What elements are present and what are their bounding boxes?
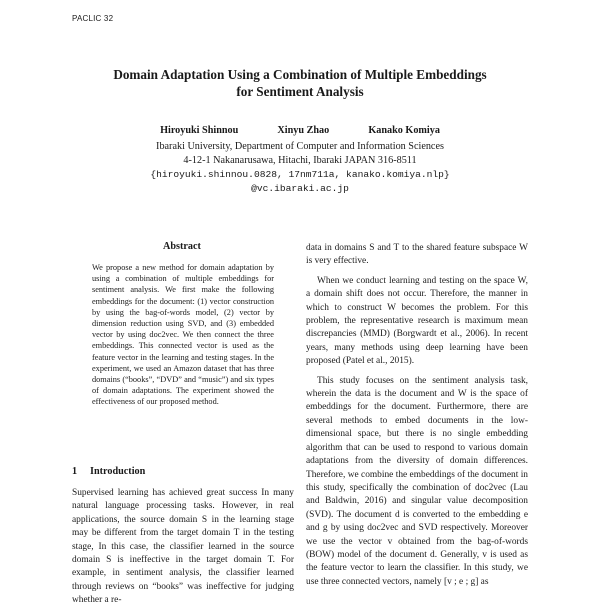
- affiliation-block: [0, 140, 600, 196]
- author-1: Hiroyuki Shinnou: [160, 125, 239, 136]
- abstract-body: [92, 262, 274, 408]
- affiliation-line-1: Ibaraki University, Department of Computer and Information Sciences: [156, 141, 444, 152]
- right-paragraph-0: data in domains S and T to the shared feature subspace W is very effective.: [306, 243, 528, 267]
- intro-paragraph-1: Supervised learning has achieved great success In many natural language processing tasks. However, in real applications, the source domain S in the learning stage may be different from the target domain T in the testing stage, In this case, the classifier learned in the source domain S is ineffective in the target domain T. For example, in sentiment analysis, the classifier learned through reviews on “books” was ineffective for judging whether a re-: [72, 488, 294, 606]
- title-line-1: Domain Adaptation Using a Combination of Multiple Embeddings: [113, 67, 487, 82]
- author-list: [0, 125, 600, 136]
- right-paragraph-1: When we conduct learning and testing on the space W, a domain shift does not occur. Therefore, the manner in which to construct W becomes the problem. For this problem, the representative research is maximum mean discrepancies (MMD) (Borgwardt et al., 2006). In recent years, many methods using deep learning have been proposed (Patel et al., 2015).: [306, 275, 528, 367]
- left-column-body: [72, 487, 294, 608]
- right-column-body: [306, 242, 528, 589]
- paper-title: [0, 66, 600, 100]
- section-number: 1: [72, 466, 78, 477]
- author-2: Xinyu Zhao: [277, 125, 330, 136]
- conference-tag: PACLIC 32: [72, 14, 114, 23]
- email-line-1: {hiroyuki.shinnou.0828, 17nm711a, kanako.komiya.nlp}: [150, 169, 450, 180]
- section-title: Introduction: [90, 466, 146, 477]
- affiliation-line-2: 4-12-1 Nakanarusawa, Hitachi, Ibaraki JAPAN 316-8511: [183, 155, 417, 166]
- title-line-2: for Sentiment Analysis: [236, 84, 364, 99]
- email-line-2: @vc.ibaraki.ac.jp: [251, 183, 349, 194]
- section-heading-introduction: [72, 466, 145, 477]
- right-paragraph-2: This study focuses on the sentiment analysis task, wherein the data is the document and W is the space of embeddings for the document. Furthermore, there are several methods to embed documents in the low-dimensional space, but there is no single embedding algorithm that can be used to respond to various domain adaptations from the diversity of domain differences. Therefore, we combine the embeddings of the document in this study, specifically the combination of doc2vec (Lau and Baldwin, 2016) and singular value decomposition (SVD). The document d is converted to the embedding e and g by using doc2vec and SVD respectively. Moreover we use the vector v obtained from the bag-of-words (BOW) model of the document d. Generally, v is used as the feature vector to learn the classifier. In this study, we use three connected vectors, namely [v ; e ; g] as: [306, 375, 528, 587]
- author-3: Kanako Komiya: [368, 125, 440, 136]
- abstract-heading: Abstract: [163, 241, 201, 252]
- abstract-text: We propose a new method for domain adaptation by using a combination of multiple embeddings for sentiment analysis. We first make the following embeddings for the document: (1) vector construction by using the bag-of-words model, (2) vector by dimension reduction using SVD, and (3) embedded vector by using doc2vec. We then connect the three embeddings. This connected vector is used as the feature vector in the learning and testing stages. In the experiment, we used an Amazon dataset that has three domains (“books”, “DVD” and “music”) and six types of domain adaptations. The experiment showed the effectiveness of our proposed method.: [92, 263, 274, 407]
